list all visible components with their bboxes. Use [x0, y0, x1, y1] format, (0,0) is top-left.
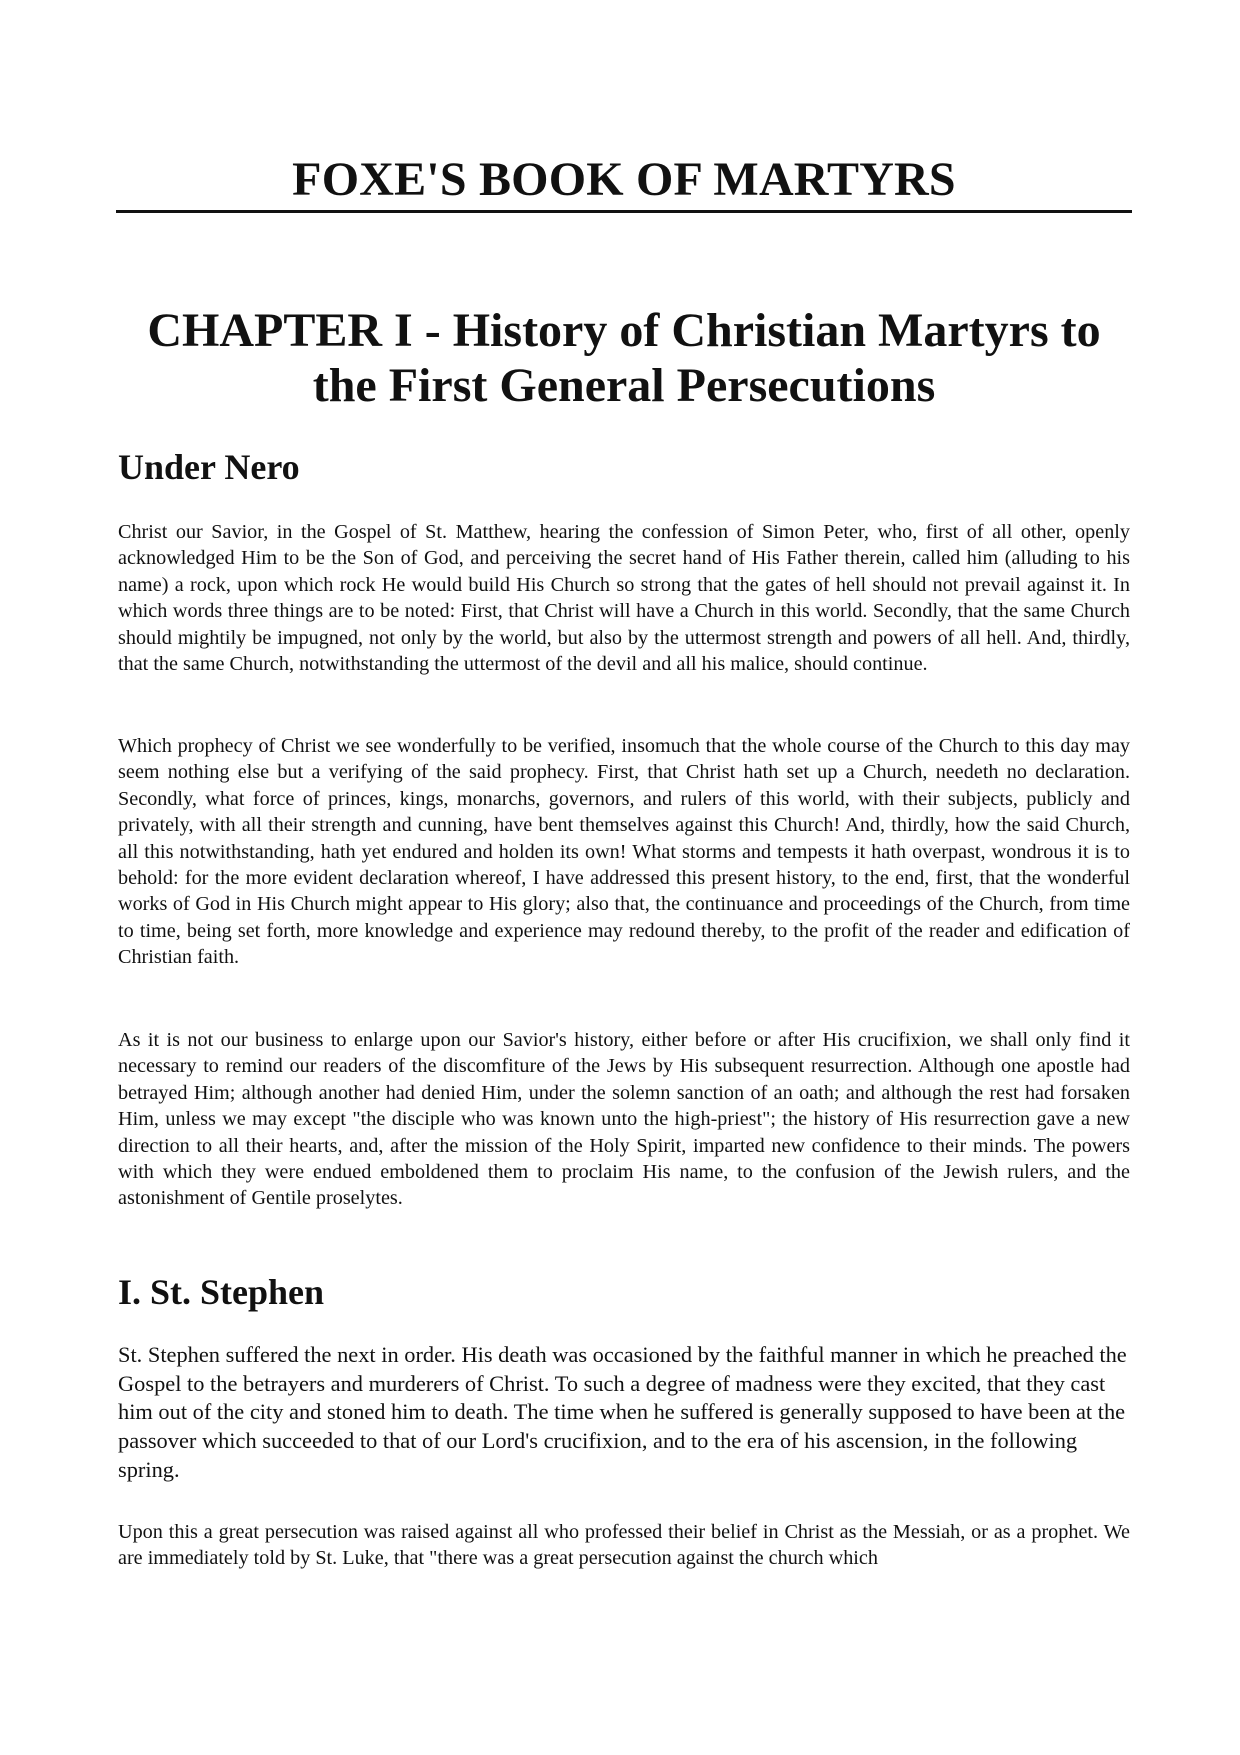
book-title: FOXE'S BOOK OF MARTYRS — [292, 153, 956, 206]
chapter-title: CHAPTER I - History of Christian Martyrs to the First General Persecutions — [147, 304, 1101, 412]
paragraph: Upon this a great persecution was raised against all who professed their belief in Christ as the Messiah, or as a prophet. We are immediately told by St. Luke, that "there was a great persecution against the church which — [118, 1521, 1130, 1570]
title-divider — [116, 210, 1132, 213]
paragraph: Christ our Savior, in the Gospel of St. Matthew, hearing the confession of Simon Peter, who, first of all other, openly acknowledged Him to be the Son of God, and perceiving the secret hand of His Father therein, called him (alluding to his name) a rock, upon which rock He would build His Church so strong that the gates of hell should not prevail against it. In which words three things are to be noted: First, that Christ will have a Church in this world. Secondly, that the same Church should mightily be impugned, not only by the world, but also by the uttermost strength and powers of all hell. And, thirdly, that the same Church, notwithstanding the uttermost of the devil and all his malice, should continue. — [118, 521, 1130, 676]
paragraph: As it is not our business to enlarge upon our Savior's history, either before or after His crucifixion, we shall only find it necessary to remind our readers of the discomfiture of the Jews by His subsequent resurrection. Although one apostle had betrayed Him; although another had denied Him, under the solemn sanction of an oath; and although the rest had forsaken Him, unless we may except "the disciple who was known unto the high-priest"; the history of His resurrection gave a new direction to all their hearts, and, after the mission of the Holy Spirit, imparted new confidence to their minds. The powers with which they were endued emboldened them to proclaim His name, to the confusion of the Jewish rulers, and the astonishment of Gentile proselytes. — [118, 1029, 1130, 1210]
section-heading-st-stephen: I. St. Stephen — [118, 1272, 325, 1312]
paragraph: Which prophecy of Christ we see wonderfully to be verified, insomuch that the whole course of the Church to this day may seem nothing else but a verifying of the said prophecy. First, that Christ hath set up a Church, needeth no declaration. Secondly, what force of princes, kings, monarchs, governors, and rulers of this world, with their subjects, publicly and privately, with all their strength and cunning, have bent themselves against this Church! And, thirdly, how the said Church, all this notwithstanding, hath yet endured and holden its own! What storms and tempests it hath overpast, wondrous it is to behold: for the more evident declaration whereof, I have addressed this present history, to the end, first, that the wonderful works of God in His Church might appear to His glory; also that, the continuance and proceedings of the Church, from time to time, being set forth, more knowledge and experience may redound thereby, to the profit of the reader and edification of Christian faith. — [118, 735, 1130, 969]
section-heading-under-nero: Under Nero — [118, 447, 300, 487]
paragraph: St. Stephen suffered the next in order. His death was occasioned by the faithful manner in which he preached the Gospel to the betrayers and murderers of Christ. To such a degree of madness were they excited, that they cast him out of the city and stoned him to death. The time when he suffered is generally supposed to have been at the passover which succeeded to that of our Lord's crucifixion, and to the era of his ascension, in the following spring. — [118, 1342, 1127, 1482]
